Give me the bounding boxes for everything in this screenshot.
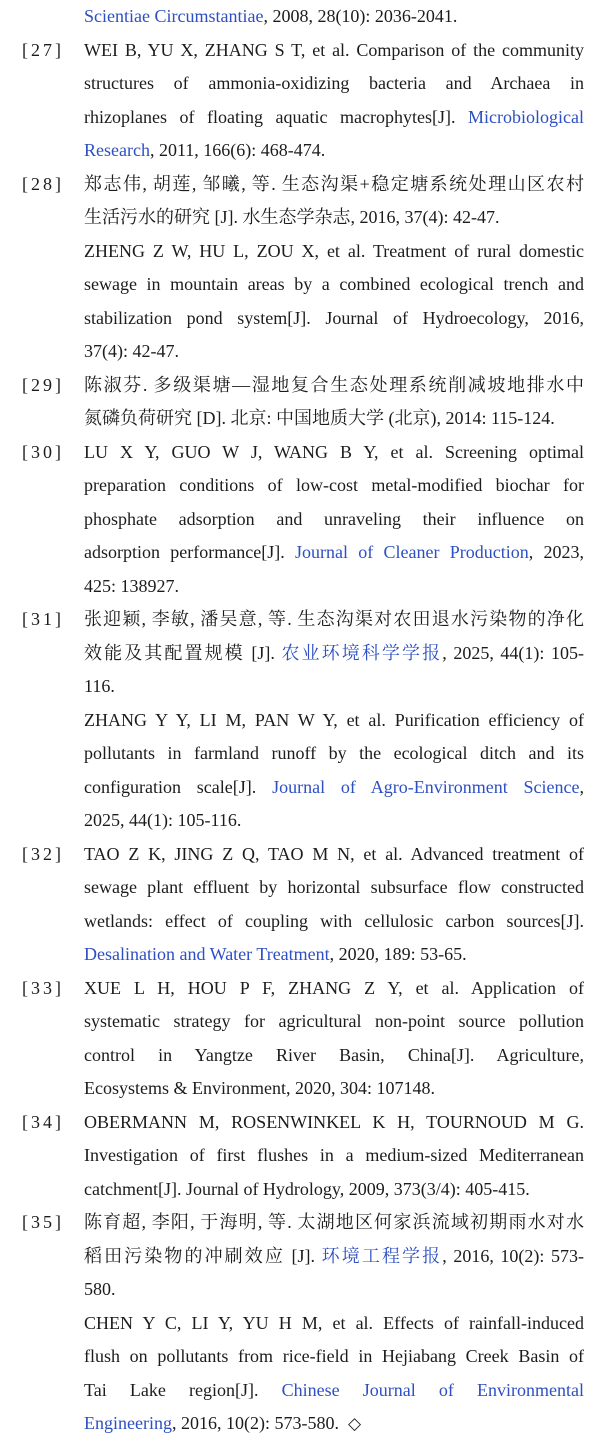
reference-label: [35] — [22, 1212, 64, 1232]
reference-line — [84, 235, 584, 269]
journal-link[interactable]: Scientiae Circumstantiae — [84, 6, 264, 26]
reference-text: preparation conditions of low-cost metal-modified biochar for — [84, 475, 584, 495]
reference-paragraph — [0, 235, 601, 369]
reference-text: control in Yangtze River Basin, China[J]. Agriculture, — [84, 1044, 584, 1065]
reference-paragraph — [0, 838, 601, 972]
reference-line — [84, 1005, 584, 1039]
reference-text: , — [579, 776, 584, 797]
reference-label: [32] — [22, 843, 64, 864]
reference-line — [84, 402, 584, 436]
reference-paragraph — [0, 0, 601, 34]
journal-link[interactable]: Research — [84, 140, 150, 160]
reference-line — [84, 1173, 584, 1207]
reference-text: systematic strategy for agricultural non-point source pollution — [84, 1011, 584, 1031]
reference-text: stabilization pond system[J]. Journal of Hydroecology, 2016, — [84, 307, 584, 328]
reference-paragraph — [0, 34, 601, 168]
reference-item — [0, 972, 601, 1106]
reference-line — [84, 1240, 584, 1274]
reference-line — [84, 905, 584, 939]
reference-text: catchment[J]. Journal of Hydrology, 2009, 373(3/4): 405-415. — [84, 1178, 530, 1199]
reference-paragraph — [0, 603, 601, 704]
reference-line — [84, 168, 584, 202]
reference-line — [84, 1072, 584, 1106]
reference-line — [84, 134, 584, 168]
reference-item — [0, 369, 601, 436]
reference-item — [0, 34, 601, 168]
reference-line — [84, 1374, 584, 1408]
reference-paragraph — [0, 1307, 601, 1441]
reference-line — [84, 570, 584, 604]
reference-text: Investigation of first flushes in a medium-sized Mediterranean — [84, 1145, 584, 1165]
reference-text: structures of ammonia-oxidizing bacteria and Archaea in — [84, 73, 584, 93]
reference-line — [84, 436, 584, 470]
reference-line — [84, 771, 584, 805]
reference-text: 陈淑芬. 多级渠塘—湿地复合生态处理系统削减坡地排水中 — [84, 374, 584, 395]
reference-line — [84, 335, 584, 369]
journal-link[interactable]: Journal of Agro-Environment Science — [272, 776, 580, 797]
reference-text: Tai Lake region[J]. — [84, 1379, 282, 1400]
reference-text: , 2011, 166(6): 468-474. — [149, 140, 326, 160]
reference-text: 37(4): 42-47. — [84, 341, 179, 361]
reference-text: 陈育超, 李阳, 于海明, 等. 太湖地区何家浜流域初期雨水对水 — [84, 1212, 584, 1232]
reference-item — [0, 436, 601, 604]
reference-text: adsorption performance[J]. — [84, 542, 295, 562]
reference-line — [84, 536, 584, 570]
reference-item — [0, 603, 601, 838]
reference-line — [84, 938, 584, 972]
reference-paragraph — [0, 436, 601, 604]
reference-line — [84, 268, 584, 302]
reference-line — [84, 302, 584, 336]
reference-paragraph — [0, 369, 601, 436]
journal-link[interactable]: Chinese Journal of Environmental — [281, 1379, 584, 1400]
reference-line — [84, 972, 584, 1006]
reference-paragraph — [0, 1206, 601, 1307]
reference-text: 116. — [84, 676, 115, 696]
reference-line — [84, 1139, 584, 1173]
reference-line — [84, 201, 584, 235]
journal-link[interactable]: 环境工程学报 — [321, 1245, 443, 1266]
end-mark-icon: ◇ — [347, 1414, 362, 1434]
reference-text: sewage plant effluent by horizontal subsurface flow constructed — [84, 877, 584, 897]
reference-text: LU X Y, GUO W J, WANG B Y, et al. Screening optimal — [84, 441, 584, 462]
reference-paragraph — [0, 704, 601, 838]
reference-text: XUE L H, HOU P F, ZHANG Z Y, et al. Application of — [84, 977, 584, 998]
reference-paragraph — [0, 1106, 601, 1207]
reference-label: [27] — [22, 39, 64, 60]
reference-line — [84, 34, 584, 68]
reference-text: 425: 138927. — [84, 575, 180, 596]
reference-text: 580. — [84, 1279, 116, 1299]
reference-label: [33] — [22, 977, 64, 998]
reference-text: 稻田污染物的冲刷效应 [J]. — [84, 1245, 322, 1266]
reference-text: OBERMANN M, ROSENWINKEL K H, TOURNOUD M G. — [84, 1111, 584, 1132]
reference-line — [84, 670, 584, 704]
reference-text: configuration scale[J]. — [84, 776, 273, 797]
journal-link[interactable]: Journal of Cleaner Production — [294, 542, 529, 562]
journal-link[interactable]: Desalination and Water Treatment — [84, 944, 330, 964]
reference-text: 2025, 44(1): 105-116. — [84, 810, 242, 830]
reference-text: WEI B, YU X, ZHANG S T, et al. Comparison of the community — [84, 39, 584, 60]
reference-line — [84, 503, 584, 537]
reference-line — [84, 1206, 584, 1240]
journal-link[interactable]: 农业环境科学学报 — [281, 642, 443, 663]
reference-text: phosphate adsorption and unraveling their influence on — [84, 508, 584, 529]
reference-line — [84, 469, 584, 503]
reference-text: ZHANG Y Y, LI M, PAN W Y, et al. Purification efficiency of — [84, 709, 584, 730]
journal-link[interactable]: Microbiological — [468, 106, 584, 127]
reference-text: 氮磷负荷研究 [D]. 北京: 中国地质大学 (北京), 2014: 115-124. — [84, 408, 555, 428]
reference-line — [84, 838, 584, 872]
reference-line — [84, 1039, 584, 1073]
reference-line — [84, 0, 584, 34]
reference-line — [84, 1340, 584, 1374]
reference-text: 生活污水的研究 [J]. 水生态学杂志, 2016, 37(4): 42-47. — [84, 207, 500, 227]
reference-label: [28] — [22, 173, 64, 194]
reference-label: [34] — [22, 1111, 64, 1132]
reference-text: 张迎颖, 李敏, 潘吴意, 等. 生态沟渠对农田退水污染物的净化 — [84, 609, 584, 629]
reference-continuation — [0, 0, 601, 34]
reference-line — [84, 704, 584, 738]
reference-line — [84, 67, 584, 101]
reference-text: , 2020, 189: 53-65. — [329, 944, 467, 964]
reference-text: CHEN Y C, LI Y, YU H M, et al. Effects of rainfall-induced — [84, 1312, 584, 1333]
reference-text: Ecosystems & Environment, 2020, 304: 107148. — [84, 1078, 435, 1098]
reference-text: flush on pollutants from rice-field in Hejiabang Creek Basin of — [84, 1346, 584, 1366]
reference-text: wetlands: effect of coupling with cellulosic carbon sources[J]. — [84, 910, 584, 931]
reference-text: , 2025, 44(1): 105- — [442, 642, 585, 663]
reference-line — [84, 1106, 584, 1140]
reference-text: ZHENG Z W, HU L, ZOU X, et al. Treatment of rural domestic — [84, 240, 584, 261]
reference-text: , 2008, 28(10): 2036-2041. — [263, 6, 458, 26]
reference-line — [84, 737, 584, 771]
reference-line — [84, 871, 584, 905]
reference-line — [84, 1307, 584, 1341]
reference-paragraph — [0, 972, 601, 1106]
reference-line — [84, 1407, 584, 1441]
reference-label: [30] — [22, 441, 64, 462]
reference-line — [84, 101, 584, 135]
reference-item — [0, 1106, 601, 1207]
reference-line — [84, 637, 584, 671]
reference-text: pollutants in farmland runoff by the ecological ditch and its — [84, 743, 584, 763]
reference-line — [84, 1273, 584, 1307]
reference-line — [84, 804, 584, 838]
reference-text: 郑志伟, 胡莲, 邹曦, 等. 生态沟渠+稳定塘系统处理山区农村 — [84, 173, 584, 194]
reference-text: , 2023, — [528, 542, 585, 562]
reference-item — [0, 168, 601, 369]
reference-item — [0, 838, 601, 972]
journal-link[interactable]: Engineering — [84, 1413, 172, 1433]
reference-text: 效能及其配置规模 [J]. — [84, 642, 282, 663]
reference-text: , 2016, 10(2): 573- — [442, 1245, 585, 1266]
reference-line — [84, 603, 584, 637]
reference-label: [31] — [22, 609, 64, 629]
reference-label: [29] — [22, 374, 64, 395]
reference-text: , 2016, 10(2): 573-580. — [171, 1413, 339, 1433]
reference-text: sewage in mountain areas by a combined ecological trench and — [84, 274, 584, 294]
reference-paragraph — [0, 168, 601, 235]
reference-text: TAO Z K, JING Z Q, TAO M N, et al. Advanced treatment of — [84, 843, 584, 864]
reference-line — [84, 369, 584, 403]
reference-item — [0, 1206, 601, 1441]
reference-text: rhizoplanes of floating aquatic macrophytes[J]. — [84, 106, 469, 127]
